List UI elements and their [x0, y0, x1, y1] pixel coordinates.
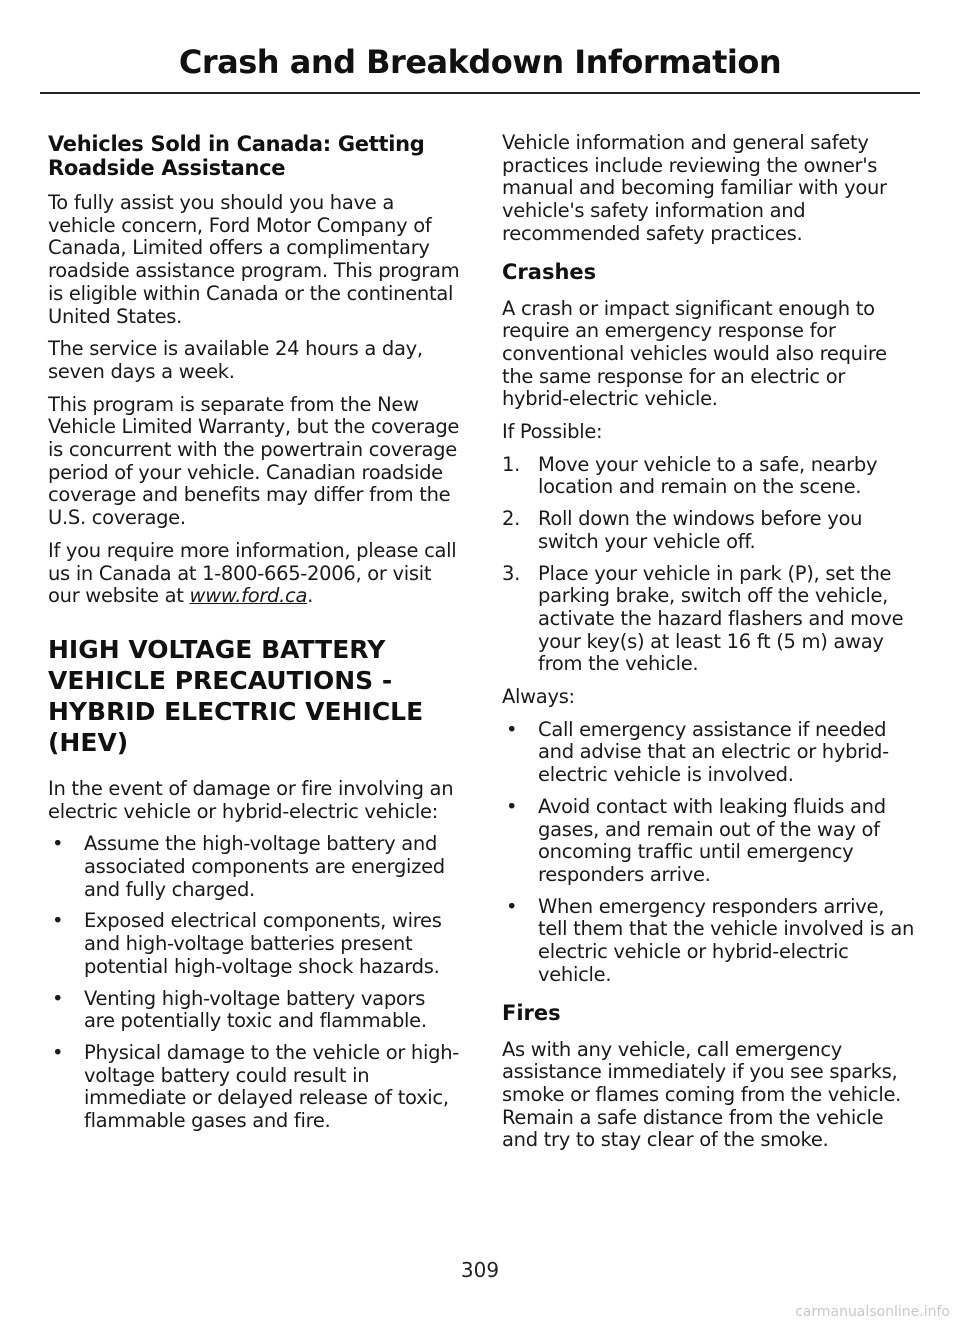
- list-item-text: Call emergency assistance if needed and advise that an electric or hybrid-electric vehicle is involved.: [538, 717, 889, 787]
- fires-paragraph: As with any vehicle, call emergency assistance immediately if you see sparks, smoke or flames coming from the vehicle. Remain a safe distance from the vehicle and try to stay clear of the smoke.: [502, 1037, 902, 1152]
- list-item-text: Move your vehicle to a safe, nearby location and remain on the scene.: [538, 452, 878, 499]
- roadside-contact-paragraph: [48, 540, 460, 608]
- list-item: [502, 454, 916, 499]
- roadside-heading-line1: Vehicles Sold in Canada: Getting: [48, 132, 425, 156]
- list-item: [48, 833, 460, 901]
- bullet-icon: •: [52, 986, 64, 1010]
- safety-intro: Vehicle information and general safety practices include reviewing the owner's manual and becoming familiar with your vehicle's safety information and recommended safety practices.: [502, 131, 887, 245]
- bullet-icon: •: [52, 832, 64, 856]
- bullet-icon: •: [506, 717, 518, 741]
- hev-heading-line2: VEHICLE PRECAUTIONS -: [48, 665, 393, 695]
- step-number: 2.: [502, 507, 521, 531]
- bullet-icon: •: [506, 794, 518, 818]
- crashes-paragraph: A crash or impact significant enough to require an emergency response for conventional vehicles would also require the same response for an electric or hybrid-electric vehicle.: [502, 296, 887, 411]
- list-item: [502, 796, 916, 887]
- hev-heading-line1: HIGH VOLTAGE BATTERY: [48, 634, 386, 664]
- list-item: [502, 563, 916, 677]
- step-number: 3.: [502, 561, 521, 585]
- ford-website-link[interactable]: www.ford.ca: [189, 584, 308, 608]
- bullet-icon: •: [506, 894, 518, 918]
- right-column: [502, 132, 916, 1162]
- page-header: [40, 40, 920, 94]
- roadside-heading: [48, 132, 460, 180]
- bullet-icon: •: [52, 1040, 64, 1064]
- roadside-paragraph: This program is separate from the New Vehicle Limited Warranty, but the coverage is concurrent with the powertrain coverage period of your vehicle. Canadian roadside coverage and benefits may differ from the U.S. coverage.: [48, 392, 460, 530]
- hev-bullet-list: [48, 833, 460, 1132]
- list-item: [502, 508, 916, 553]
- hev-intro: In the event of damage or fire involving an electric vehicle or hybrid-electric vehicle:: [48, 776, 454, 823]
- hev-heading-line3: HYBRID ELECTRIC VEHICLE: [48, 696, 424, 726]
- list-item: [48, 1042, 460, 1133]
- roadside-heading-line2: Roadside Assistance: [48, 156, 286, 180]
- list-item-text: Physical damage to the vehicle or high-voltage battery could result in immediate or delayed release of toxic, flammable gases and fire.: [84, 1040, 459, 1133]
- list-item-text: Place your vehicle in park (P), set the parking brake, switch off the vehicle, activate the hazard flashers and move your key(s) at least 16 ft (5 m) away from the vehicle.: [538, 561, 904, 676]
- always-bullet-list: [502, 719, 916, 987]
- list-item-text: Avoid contact with leaking fluids and gases, and remain out of the way of oncoming traffic until emergency responders arrive.: [538, 794, 886, 886]
- list-item: [48, 910, 460, 978]
- if-possible-label: If Possible:: [502, 420, 603, 444]
- step-number: 1.: [502, 452, 521, 476]
- list-item: [48, 988, 460, 1033]
- crash-steps-list: [502, 454, 916, 676]
- list-item: [502, 896, 916, 987]
- hev-heading-line4: (HEV): [48, 727, 129, 757]
- fires-heading: Fires: [502, 1000, 561, 1025]
- watermark: carmanualsonline.info: [795, 1304, 950, 1320]
- roadside-paragraph: To fully assist you should you have a vehicle concern, Ford Motor Company of Canada, Limited offers a complimentary roadside assistance program. This program is eligible within Canada or the continental United States.: [48, 191, 460, 328]
- page-number: 309: [460, 1258, 500, 1282]
- bullet-icon: •: [52, 909, 64, 933]
- list-item-text: Venting high-voltage battery vapors are potentially toxic and flammable.: [84, 986, 427, 1033]
- list-item-text: Roll down the windows before you switch your vehicle off.: [538, 507, 863, 553]
- crashes-heading: Crashes: [502, 259, 597, 284]
- list-item: [502, 719, 916, 787]
- contact-period: .: [307, 584, 314, 608]
- hev-heading: [48, 634, 460, 758]
- roadside-paragraph: The service is available 24 hours a day, seven days a week.: [48, 337, 423, 383]
- list-item-text: Assume the high-voltage battery and associated components are energized and fully charged.: [84, 832, 445, 901]
- list-item-text: Exposed electrical components, wires and high-voltage batteries present potential high-voltage shock hazards.: [84, 909, 442, 978]
- left-column: [48, 132, 460, 1143]
- always-label: Always:: [502, 685, 575, 709]
- page-title: Crash and Breakdown Information: [178, 43, 782, 81]
- contact-text: If you require more information, please call us in Canada at 1-800-665-2006, or visit our website at: [48, 538, 457, 608]
- list-item-text: When emergency responders arrive, tell them that the vehicle involved is an electric vehicle or hybrid-electric vehicle.: [538, 894, 915, 986]
